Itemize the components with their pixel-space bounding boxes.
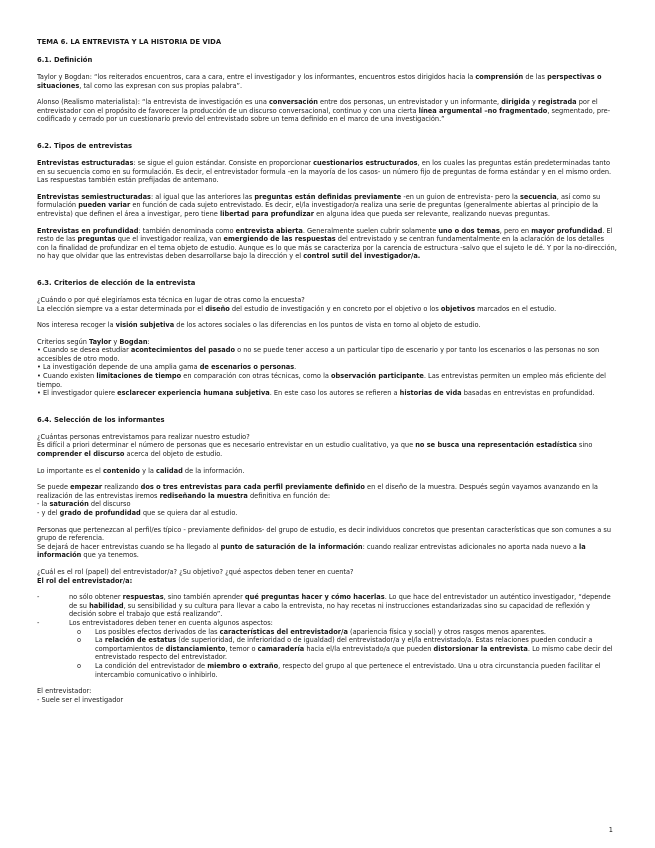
paragraph: - la saturación del discurso [37, 500, 131, 509]
paragraph: Es difícil a priori determinar el número de personas que es necesario entrevistar en un estudio cualitativo, ya que no se busca una representación estadística sino comprender el discurso acerca del objeto de estudio. [37, 441, 593, 459]
list-marker: - [37, 593, 40, 602]
paragraph: Se puede empezar realizando dos o tres entrevistas para cada perfil previamente definido en el diseño de la muestra. Después según vayamos avanzando en la realización de las entrevistas iremos rediseñando la muestra definitiva en función de: [37, 483, 598, 500]
paragraph: Se dejará de hacer entrevistas cuando se ha llegado al punto de saturación de la información: cuando realizar entrevistas adicionales no aporta nada nuevo a la información que ya tenemos. [37, 542, 586, 560]
paragraph: El entrevistador: [37, 687, 92, 696]
paragraph: Taylor y Bogdan: “los reiterados encuentros, cara a cara, entre el investigador y los informantes, encuentros estos dirigidos hacia la comprensión de las perspectivas o situaciones, tal como las expresan con sus propias palabra”. [37, 73, 602, 90]
section-heading-6-1: 6.1. Definición [37, 56, 93, 64]
list-item-text: La condición del entrevistador de miembro o extraño, respecto del grupo al que pertenece el entrevistado. Una u otra circunstancia pueden facilitar el intercambio comunicativo o inhibirlo. [95, 661, 601, 679]
paragraph: - y del grado de profundidad que se quiera dar al estudio. [37, 509, 238, 517]
list-marker: - [37, 618, 40, 627]
page-number: 1 [608, 826, 613, 834]
section-heading-6-4: 6.4. Selección de los informantes [37, 415, 165, 424]
paragraph: Nos interesa recoger la visión subjetiva de los actores sociales o las diferencias en los puntos de vista en torno al objeto de estudio. [37, 321, 481, 330]
bullet-item: • La investigación depende de una amplia gama de escenarios o personas. [37, 363, 297, 372]
list-item [37, 619, 617, 628]
list-item-text: no sólo obtener respuestas, sino también aprender qué preguntas hacer y cómo hacerlas. Lo que hace del entrevistador un auténtico investigador, “depende de su habilidad, su sensibilidad y su cultura para llevar a cabo la entrevista, no hay recetas ni instrucciones estandarizadas sino su capacidad de reflexión y decisión sobre el trabajo que está realizando”. [69, 593, 611, 619]
paragraph: Criterios según Taylor y Bogdan: [37, 337, 150, 346]
paragraph: La elección siempre va a estar determinada por el diseño del estudio de investigación y en concreto por el objetivo o los objetivos marcados en el estudio. [37, 304, 557, 313]
list-item-text: Los posibles efectos derivados de las características del entrevistador/a (apariencia física y social) y otros rasgos menos aparentes. [95, 627, 547, 636]
paragraph: ¿Cuál es el rol (papel) del entrevistador/a? ¿Su objetivo? ¿qué aspectos deben tener en cuenta? [37, 567, 354, 576]
paragraph: Entrevistas en profundidad: también denominada como entrevista abierta. Generalmente suelen cubrir solamente uno o dos temas, pero en mayor profundidad. El resto de las preguntas que el investigador realiza, van emergiendo de las respuestas del entrevistado y se centran fundamentalmente en la aclaración de los detalles con la finalidad de profundizar en el tema objeto de estudio. Aunque es lo que más se caracteriza por la carencia de estructura -salvo que el sujeto le dé. Y por la no-dirección, no hay que olvidar que las entrevistas deben desarrollarse bajo la dirección y el control sutil del investigador/a. [37, 226, 617, 261]
paragraph: Personas que pertenezcan al perfil/es típico - previamente definidos- del grupo de estudio, es decir individuos concretos que presentan características que son comunes a su grupo de referencia. [37, 525, 612, 543]
sub-list-item [37, 636, 617, 662]
sub-list-item [37, 662, 617, 679]
bullet-item: • Cuando se desea estudiar acontecimientos del pasado o no se puede tener acceso a un particular tipo de escenario y por tanto los escenarios o las personas no son accesibles de otro modo. [37, 346, 600, 363]
list-marker: o [77, 661, 82, 670]
document-page [37, 38, 617, 704]
paragraph: ¿Cuándo o por qué elegiríamos esta técnica en lugar de otras como la encuesta? [37, 295, 305, 304]
section-heading-6-2: 6.2. Tipos de entrevistas [37, 141, 133, 150]
list-item [37, 593, 617, 619]
paragraph: El rol del entrevistador/a: [37, 576, 133, 585]
list-item-text: La relación de estatus (de superioridad, de inferioridad o de igualdad) del entrevistador/a y el/la entrevistado/a. Estas relaciones pueden conducir a comportamientos de distanciamiento, temor o camaradería hacia el/la entrevistado/a que pueden distorsionar la entrevista. Lo mismo cabe decir del entrevistado respecto del entrevistador. [95, 636, 613, 662]
role-list [37, 593, 617, 679]
list-item-text: Los entrevistadores deben tener en cuenta algunos aspectos: [69, 618, 273, 627]
paragraph: - Suele ser el investigador [37, 695, 124, 704]
paragraph: ¿Cuántas personas entrevistamos para realizar nuestro estudio? [37, 432, 250, 441]
paragraph: Entrevistas estructuradas: se sigue el guion estándar. Consiste en proporcionar cuestionarios estructurados, en los cuales las preguntas están predeterminadas tanto en su secuencia como en su formulación. Es decir, el entrevistador formula -en la mayoría de los casos- un número fijo de preguntas de forma estándar y en el mismo orden. Las respuestas también están prefijadas de antemano. [37, 158, 612, 185]
paragraph: Alonso (Realismo materialista): “la entrevista de investigación es una conversación entre dos personas, un entrevistador y un informante, dirigida y registrada por el entrevistador con el propósito de favorecer la producción de un discurso conversacional, continuo y con una cierta línea argumental –no fragmentado, segmentado, pre-codificado y cerrado por un cuestionario previo del entrevistado sobre un tema definido en el marco de una investigación.” [37, 98, 611, 124]
list-marker: o [77, 636, 82, 645]
list-marker: o [77, 627, 82, 636]
sub-list-item [37, 628, 617, 637]
bullet-item: • Cuando existen limitaciones de tiempo en comparación con otras técnicas, como la observación participante. Las entrevistas permiten un empleo más eficiente del tiempo. [37, 372, 606, 389]
paragraph: Entrevistas semiestructuradas: al igual que las anteriores las preguntas están definidas previamente -en un guion de entrevista- pero la secuencia, así como su formulación pueden variar en función de cada sujeto entrevistado. Es decir, el/la investigador/a realiza una serie de preguntas (generalmente abiertas al principio de la entrevista) que definen el área a investigar, pero tiene libertad para profundizar en alguna idea que pueda ser relevante, realizando nuevas preguntas. [37, 192, 601, 218]
paragraph: Lo importante es el contenido y la calidad de la información. [37, 466, 245, 475]
bullet-item: • El investigador quiere esclarecer experiencia humana subjetiva. En este caso los autores se refieren a historias de vida basadas en entrevistas en profundidad. [37, 389, 595, 398]
document-title: TEMA 6. LA ENTREVISTA Y LA HISTORIA DE VIDA [37, 38, 222, 46]
section-heading-6-3: 6.3. Criterios de elección de la entrevista [37, 278, 196, 287]
